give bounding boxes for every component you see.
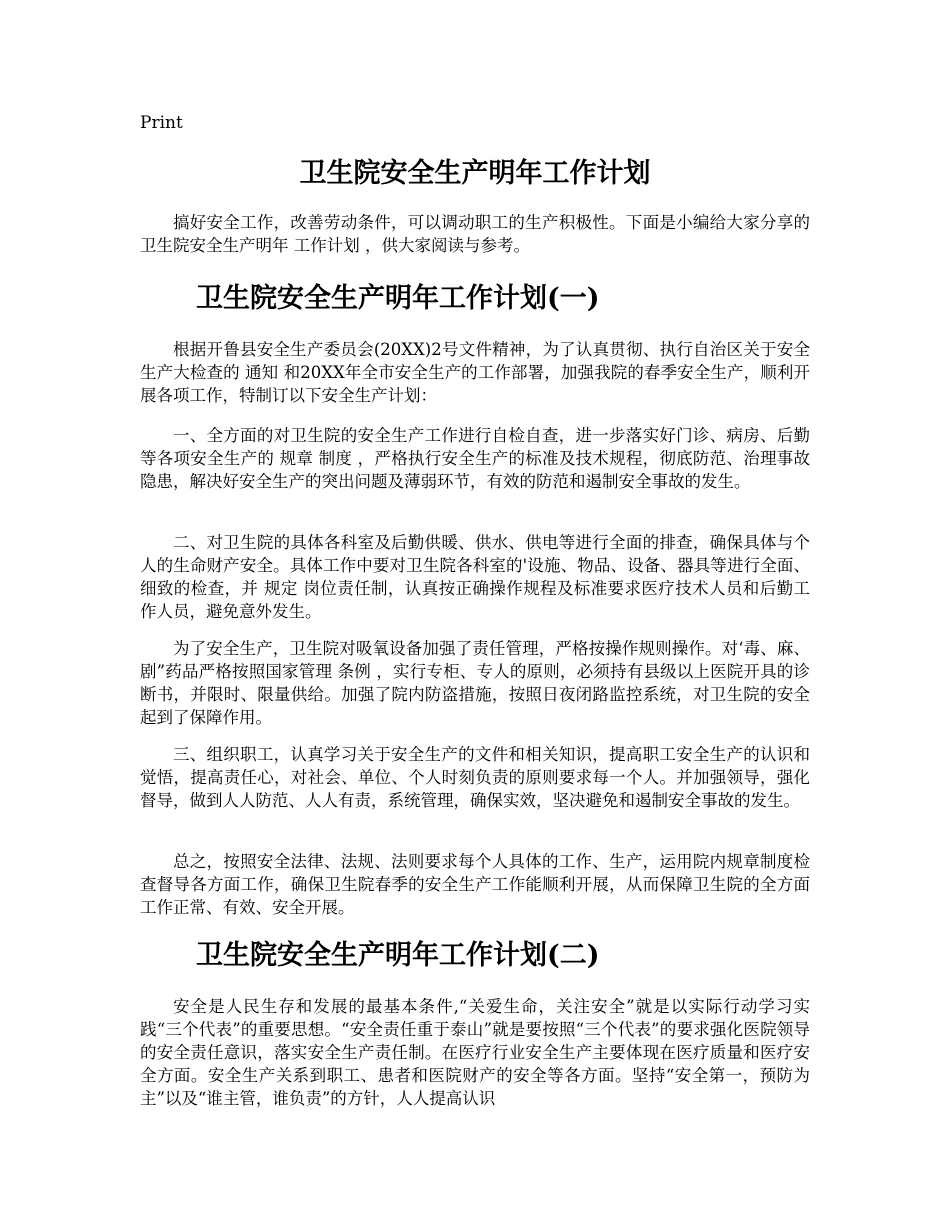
section-1-paragraph-1: 根据开鲁县安全生产委员会(20XX)2号文件精神，为了认真贯彻、执行自治区关于安全生产大检查的 通知 和20XX年全市安全生产的工作部署，加强我院的春季安全生产，顺利开展各项工作，特制订以下安全生产计划：: [140, 340, 810, 405]
section-2-paragraph-1: 安全是人民生存和发展的最基本条件,“关爱生命，关注安全”就是以实际行动学习实践“三个代表”的重要思想。“安全责任重于泰山”就是要按照“三个代表”的要求强化医院领导的安全责任意识，落实安全生产责任制。在医疗行业安全生产主要体现在医疗质量和医疗安全方面。安全生产关系到职工、患者和医院财产的安全等各方面。坚持“安全第一，预防为主”以及“谁主管，谁负责”的方针，人人提高认识: [140, 997, 810, 1108]
section-1-paragraph-2: 一、全方面的对卫生院的安全生产工作进行自检自查，进一步落实好门诊、病房、后勤等各项安全生产的 规章 制度 ，严格执行安全生产的标准及技术规程，彻底防范、治理事故隐患，解决好安全生产的突出问题及薄弱环节，有效的防范和遏制安全事故的发生。: [140, 426, 810, 491]
document-title: 卫生院安全生产明年工作计划: [299, 158, 651, 189]
section-1-paragraph-6: 总之，按照安全法律、法规、法则要求每个人具体的工作、生产，运用院内规章制度检查督导各方面工作，确保卫生院春季的安全生产工作能顺利开展，从而保障卫生院的全方面工作正常、有效、安全开展。: [140, 852, 810, 917]
section-2-heading: 卫生院安全生产明年工作计划(二): [196, 940, 600, 971]
intro-paragraph: 搞好安全工作，改善劳动条件，可以调动职工的生产积极性。下面是小编给大家分享的卫生院安全生产明年 工作计划 ，供大家阅读与参考。: [140, 213, 810, 255]
section-1-paragraph-5: 三、组织职工，认真学习关于安全生产的文件和相关知识，提高职工安全生产的认识和觉悟，提高责任心，对社会、单位、个人时刻负责的原则要求每一个人。并加强领导，强化督导，做到人人防范、人人有责，系统管理，确保实效，坚决避免和遏制安全事故的发生。: [140, 745, 810, 810]
print-link[interactable]: Print: [140, 113, 183, 133]
section-1-paragraph-4: 为了安全生产，卫生院对吸氧设备加强了责任管理，严格按操作规则操作。对‘毒、麻、剧”药品严格按照国家管理 条例 ，实行专柜、专人的原则，必须持有县级以上医院开具的诊断书，并限时、限量供给。加强了院内防盗措施，按照日夜闭路监控系统，对卫生院的安全起到了保障作用。: [140, 639, 810, 727]
section-1-heading: 卫生院安全生产明年工作计划(一): [196, 283, 600, 314]
section-1-paragraph-3: 二、对卫生院的具体各科室及后勤供暖、供水、供电等进行全面的排查，确保具体与个人的生命财产安全。具体工作中要对卫生院各科室的'设施、物品、设备、器具等进行全面、细致的检查，并 规定 岗位责任制，认真按正确操作规程及标准要求医疗技术人员和后勤工作人员，避免意外发生。: [140, 533, 810, 621]
